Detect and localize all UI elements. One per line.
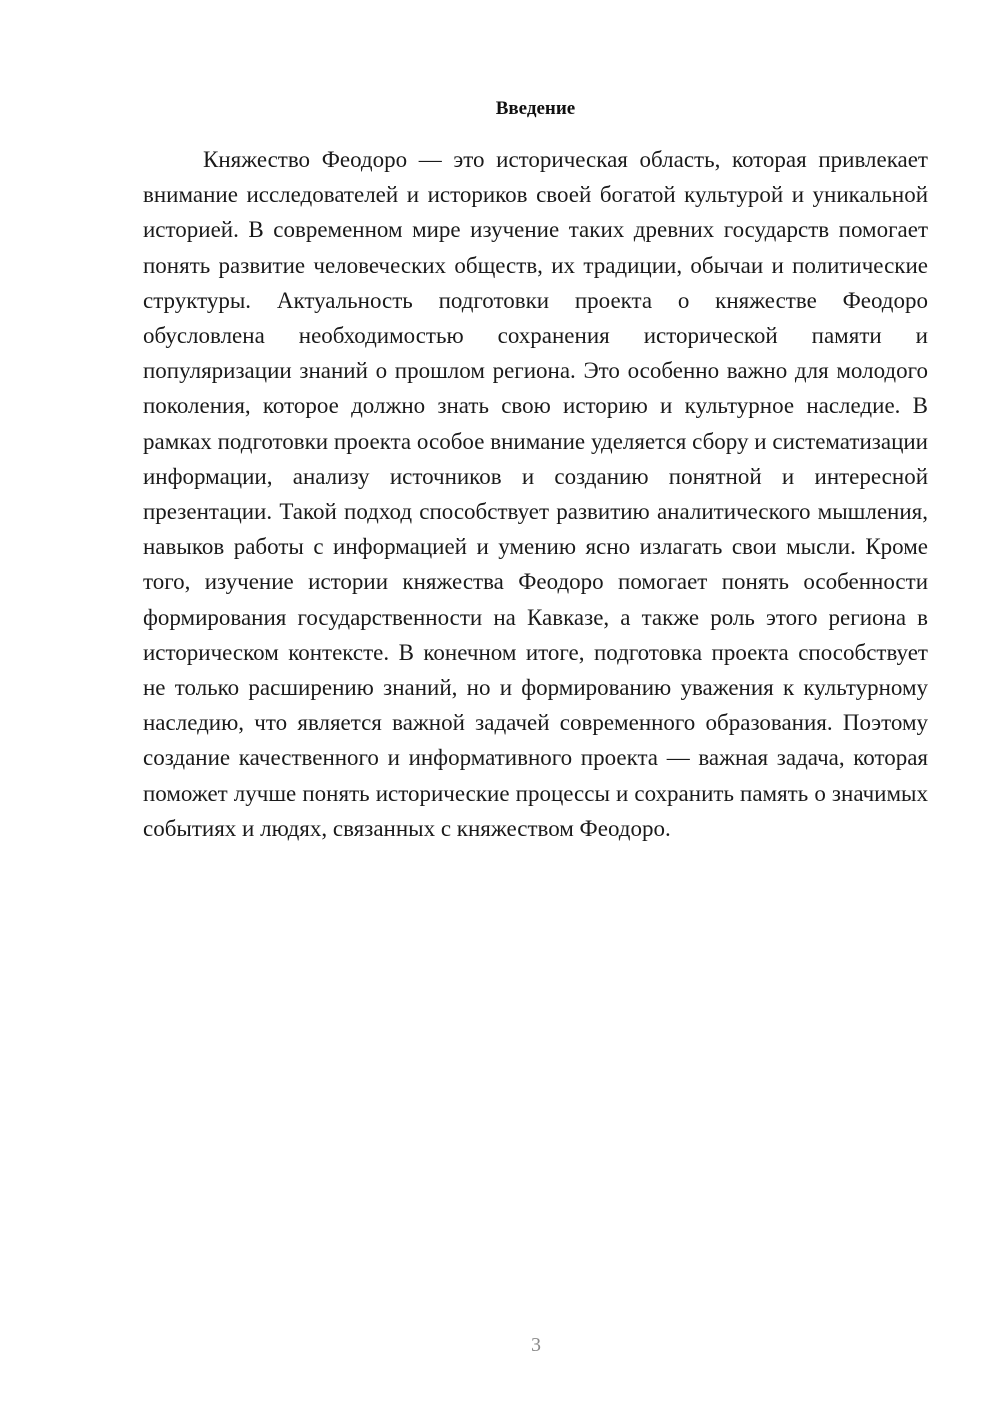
- page-number: 3: [531, 1334, 541, 1356]
- intro-paragraph: Княжество Феодоро — это историческая область, которая привлекает внимание исследователей и историков своей богатой культурой и уникальной историей. В современном мире изучение таких древних государств помогает понять развитие человеческих обществ, их традиции, обычаи и политические структуры. Актуальность подготовки проекта о княжестве Феодоро обусловлена необходимостью сохранения исторической памяти и популяризации знаний о прошлом региона. Это особенно важно для молодого поколения, которое должно знать свою историю и культурное наследие. В рамках подготовки проекта особое внимание уделяется сбору и систематизации информации, анализу источников и созданию понятной и интересной презентации. Такой подход способствует развитию аналитического мышления, навыков работы с информацией и умению ясно излагать свои мысли. Кроме того, изучение истории княжества Феодоро помогает понять особенности формирования государственности на Кавказе, а также роль этого региона в историческом контексте. В конечном итоге, подготовка проекта способствует не только расширению знаний, но и формированию уважения к культурному наследию, что является важной задачей современного образования. Поэтому создание качественного и информативного проекта — важная задача, которая поможет лучше понять исторические процессы и сохранить память о значимых событиях и людях, связанных с княжеством Феодоро.: [143, 147, 928, 841]
- section-heading: Введение: [495, 98, 576, 119]
